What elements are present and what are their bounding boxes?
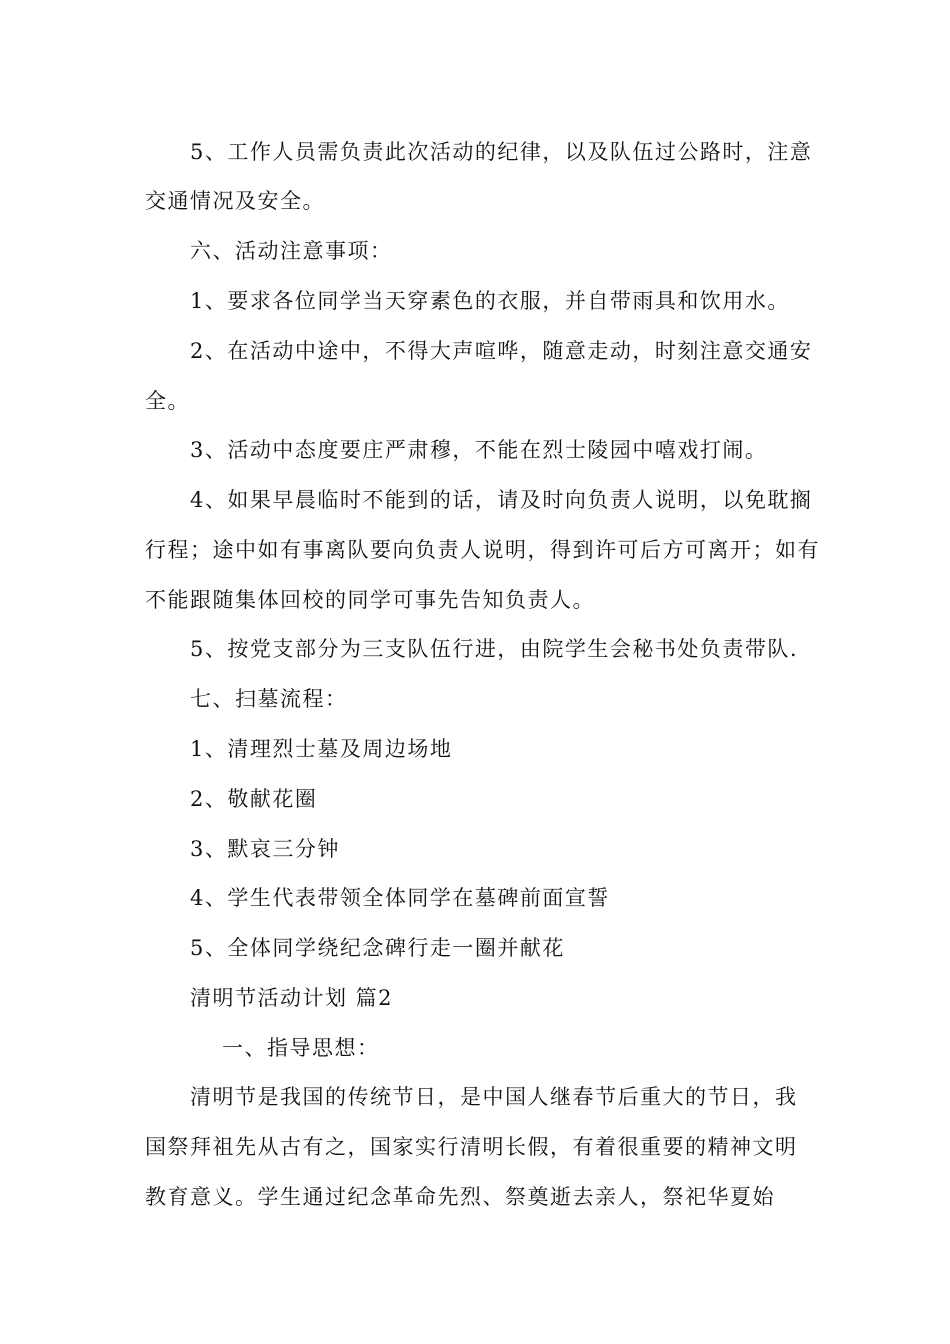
list-item: 1、要求各位同学当天穿素色的衣服，并自带雨具和饮用水。 xyxy=(190,289,790,313)
paragraph-line: 全。 xyxy=(145,389,190,413)
paragraph-line: 不能跟随集体回校的同学可事先告知负责人。 xyxy=(145,588,595,612)
paragraph-line: 5、工作人员需负责此次活动的纪律，以及队伍过公路时，注意 xyxy=(190,140,813,164)
list-item: 5、全体同学绕纪念碑行走一圈并献花 xyxy=(190,936,565,960)
list-item: 2、敬献花圈 xyxy=(190,787,318,811)
list-item: 4、如果早晨临时不能到的话，请及时向负责人说明，以免耽搁 xyxy=(190,488,813,512)
list-item: 4、学生代表带领全体同学在墓碑前面宣誓 xyxy=(190,886,610,910)
list-item: 3、默哀三分钟 xyxy=(190,837,340,861)
paragraph-line: 清明节是我国的传统节日，是中国人继春节后重大的节日，我 xyxy=(190,1085,798,1109)
chapter-title: 清明节活动计划 篇2 xyxy=(190,986,394,1010)
paragraph-line: 行程；途中如有事离队要向负责人说明，得到许可后方可离开；如有 xyxy=(145,538,820,562)
paragraph-line: 教育意义。学生通过纪念革命先烈、祭奠逝去亲人，祭祀华夏始 xyxy=(145,1185,775,1209)
paragraph-line: 交通情况及安全。 xyxy=(145,189,325,213)
section-heading: 六、活动注意事项： xyxy=(190,239,393,263)
list-item: 2、在活动中途中，不得大声喧哗，随意走动，时刻注意交通安 xyxy=(190,339,813,363)
list-item: 5、按党支部分为三支队伍行进，由院学生会秘书处负责带队. xyxy=(190,637,799,661)
list-item: 1、清理烈士墓及周边场地 xyxy=(190,737,453,761)
list-item: 3、活动中态度要庄严肃穆，不能在烈士陵园中嘻戏打闹。 xyxy=(190,438,768,462)
section-heading: 一、指导思想： xyxy=(222,1036,380,1060)
section-heading: 七、扫墓流程： xyxy=(190,687,348,711)
paragraph-line: 国祭拜祖先从古有之，国家实行清明长假，有着很重要的精神文明 xyxy=(145,1135,798,1159)
